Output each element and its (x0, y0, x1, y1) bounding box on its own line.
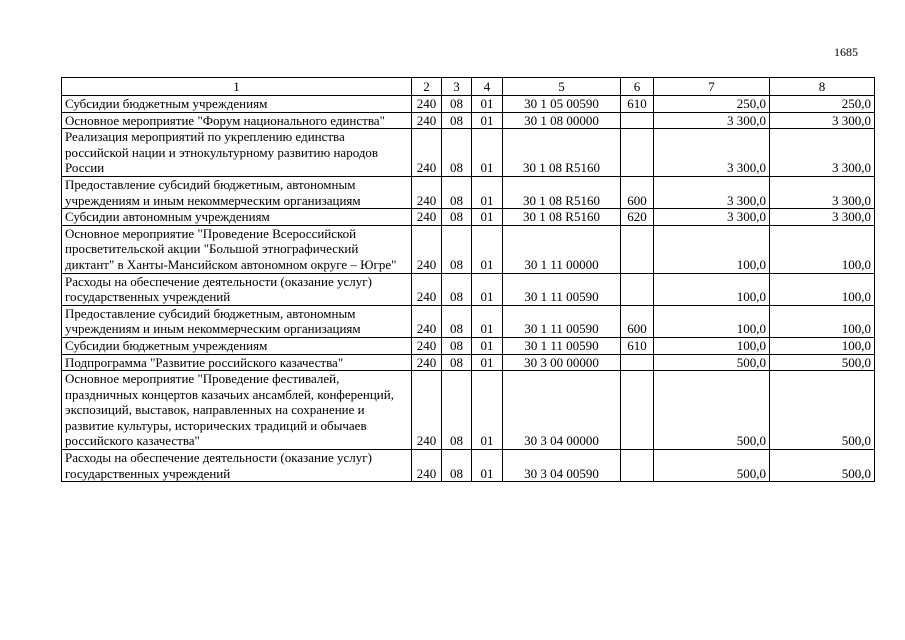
target-item-cell: 30 3 04 00590 (503, 450, 621, 482)
amount-cell: 3 300,0 (770, 176, 875, 208)
subsection-cell: 01 (472, 112, 503, 129)
table-row (62, 273, 875, 305)
amount-cell: 500,0 (654, 450, 770, 482)
subsection-cell: 01 (472, 129, 503, 177)
item-name-cell: Реализация мероприятий по укреплению единства российской нации и этнокультурному развитию народов России (62, 129, 412, 177)
expense-type-cell (621, 354, 654, 371)
table-row (62, 337, 875, 354)
table-row (62, 225, 875, 273)
table-row (62, 209, 875, 226)
subsection-cell: 01 (472, 96, 503, 113)
section-cell: 08 (442, 273, 472, 305)
table-row (62, 450, 875, 482)
table-row (62, 371, 875, 450)
expense-type-cell: 610 (621, 337, 654, 354)
section-cell: 08 (442, 129, 472, 177)
amount-cell: 100,0 (770, 305, 875, 337)
expense-type-cell: 620 (621, 209, 654, 226)
target-item-cell: 30 1 05 00590 (503, 96, 621, 113)
amount-cell: 100,0 (654, 225, 770, 273)
expense-type-cell: 600 (621, 305, 654, 337)
table-row (62, 354, 875, 371)
ministry-code-cell: 240 (412, 112, 442, 129)
amount-cell: 3 300,0 (654, 129, 770, 177)
amount-cell: 100,0 (654, 305, 770, 337)
target-item-cell: 30 1 08 R5160 (503, 176, 621, 208)
target-item-cell: 30 1 11 00000 (503, 225, 621, 273)
subsection-cell: 01 (472, 225, 503, 273)
expense-type-cell (621, 273, 654, 305)
ministry-code-cell: 240 (412, 371, 442, 450)
header-cell: 2 (412, 78, 442, 96)
target-item-cell: 30 1 11 00590 (503, 305, 621, 337)
amount-cell: 100,0 (654, 337, 770, 354)
expense-type-cell: 610 (621, 96, 654, 113)
section-cell: 08 (442, 371, 472, 450)
item-name-cell: Субсидии бюджетным учреждениям (62, 337, 412, 354)
expense-type-cell: 600 (621, 176, 654, 208)
section-cell: 08 (442, 225, 472, 273)
amount-cell: 3 300,0 (654, 112, 770, 129)
item-name-cell: Расходы на обеспечение деятельности (оказание услуг) государственных учреждений (62, 450, 412, 482)
amount-cell: 3 300,0 (770, 129, 875, 177)
table-row (62, 305, 875, 337)
header-row (62, 78, 875, 96)
expense-type-cell (621, 112, 654, 129)
section-cell: 08 (442, 354, 472, 371)
amount-cell: 100,0 (654, 273, 770, 305)
target-item-cell: 30 3 00 00000 (503, 354, 621, 371)
amount-cell: 100,0 (770, 273, 875, 305)
amount-cell: 3 300,0 (654, 209, 770, 226)
table-row (62, 96, 875, 113)
subsection-cell: 01 (472, 450, 503, 482)
ministry-code-cell: 240 (412, 450, 442, 482)
ministry-code-cell: 240 (412, 96, 442, 113)
expense-type-cell (621, 371, 654, 450)
section-cell: 08 (442, 305, 472, 337)
page-number: 1685 (834, 45, 858, 59)
target-item-cell: 30 1 11 00590 (503, 273, 621, 305)
amount-cell: 250,0 (654, 96, 770, 113)
budget-table (61, 77, 875, 482)
section-cell: 08 (442, 112, 472, 129)
item-name-cell: Подпрограмма "Развитие российского казачества" (62, 354, 412, 371)
section-cell: 08 (442, 96, 472, 113)
subsection-cell: 01 (472, 354, 503, 371)
header-cell: 8 (770, 78, 875, 96)
subsection-cell: 01 (472, 337, 503, 354)
section-cell: 08 (442, 209, 472, 226)
ministry-code-cell: 240 (412, 305, 442, 337)
expense-type-cell (621, 225, 654, 273)
table-row (62, 176, 875, 208)
item-name-cell: Предоставление субсидий бюджетным, автономным учреждениям и иным некоммерческим организациям (62, 176, 412, 208)
ministry-code-cell: 240 (412, 354, 442, 371)
section-cell: 08 (442, 176, 472, 208)
section-cell: 08 (442, 450, 472, 482)
target-item-cell: 30 1 08 R5160 (503, 129, 621, 177)
ministry-code-cell: 240 (412, 337, 442, 354)
ministry-code-cell: 240 (412, 129, 442, 177)
amount-cell: 3 300,0 (770, 209, 875, 226)
subsection-cell: 01 (472, 305, 503, 337)
item-name-cell: Субсидии автономным учреждениям (62, 209, 412, 226)
amount-cell: 500,0 (654, 371, 770, 450)
target-item-cell: 30 3 04 00000 (503, 371, 621, 450)
ministry-code-cell: 240 (412, 225, 442, 273)
amount-cell: 3 300,0 (654, 176, 770, 208)
target-item-cell: 30 1 11 00590 (503, 337, 621, 354)
amount-cell: 100,0 (770, 337, 875, 354)
subsection-cell: 01 (472, 176, 503, 208)
item-name-cell: Основное мероприятие "Проведение Всероссийской просветительской акции "Большой этнографический диктант" в Ханты-Мансийском автономном округе – Югре" (62, 225, 412, 273)
target-item-cell: 30 1 08 R5160 (503, 209, 621, 226)
target-item-cell: 30 1 08 00000 (503, 112, 621, 129)
ministry-code-cell: 240 (412, 273, 442, 305)
item-name-cell: Субсидии бюджетным учреждениям (62, 96, 412, 113)
amount-cell: 500,0 (770, 371, 875, 450)
subsection-cell: 01 (472, 209, 503, 226)
amount-cell: 500,0 (654, 354, 770, 371)
amount-cell: 500,0 (770, 450, 875, 482)
header-cell: 3 (442, 78, 472, 96)
amount-cell: 3 300,0 (770, 112, 875, 129)
expense-type-cell (621, 129, 654, 177)
item-name-cell: Основное мероприятие "Форум национального единства" (62, 112, 412, 129)
ministry-code-cell: 240 (412, 176, 442, 208)
header-cell: 7 (654, 78, 770, 96)
table-row (62, 112, 875, 129)
table-body (62, 96, 875, 482)
header-cell: 5 (503, 78, 621, 96)
item-name-cell: Основное мероприятие "Проведение фестивалей, праздничных концертов казачьих ансамблей, конференций, экспозиций, выставок, направленных на сохранение и развитие культуры, исторических традиций и обычаев российского казачества" (62, 371, 412, 450)
header-cell: 4 (472, 78, 503, 96)
subsection-cell: 01 (472, 371, 503, 450)
amount-cell: 100,0 (770, 225, 875, 273)
section-cell: 08 (442, 337, 472, 354)
item-name-cell: Расходы на обеспечение деятельности (оказание услуг) государственных учреждений (62, 273, 412, 305)
header-cell: 1 (62, 78, 412, 96)
expense-type-cell (621, 450, 654, 482)
item-name-cell: Предоставление субсидий бюджетным, автономным учреждениям и иным некоммерческим организациям (62, 305, 412, 337)
subsection-cell: 01 (472, 273, 503, 305)
header-cell: 6 (621, 78, 654, 96)
amount-cell: 250,0 (770, 96, 875, 113)
table-row (62, 129, 875, 177)
amount-cell: 500,0 (770, 354, 875, 371)
ministry-code-cell: 240 (412, 209, 442, 226)
